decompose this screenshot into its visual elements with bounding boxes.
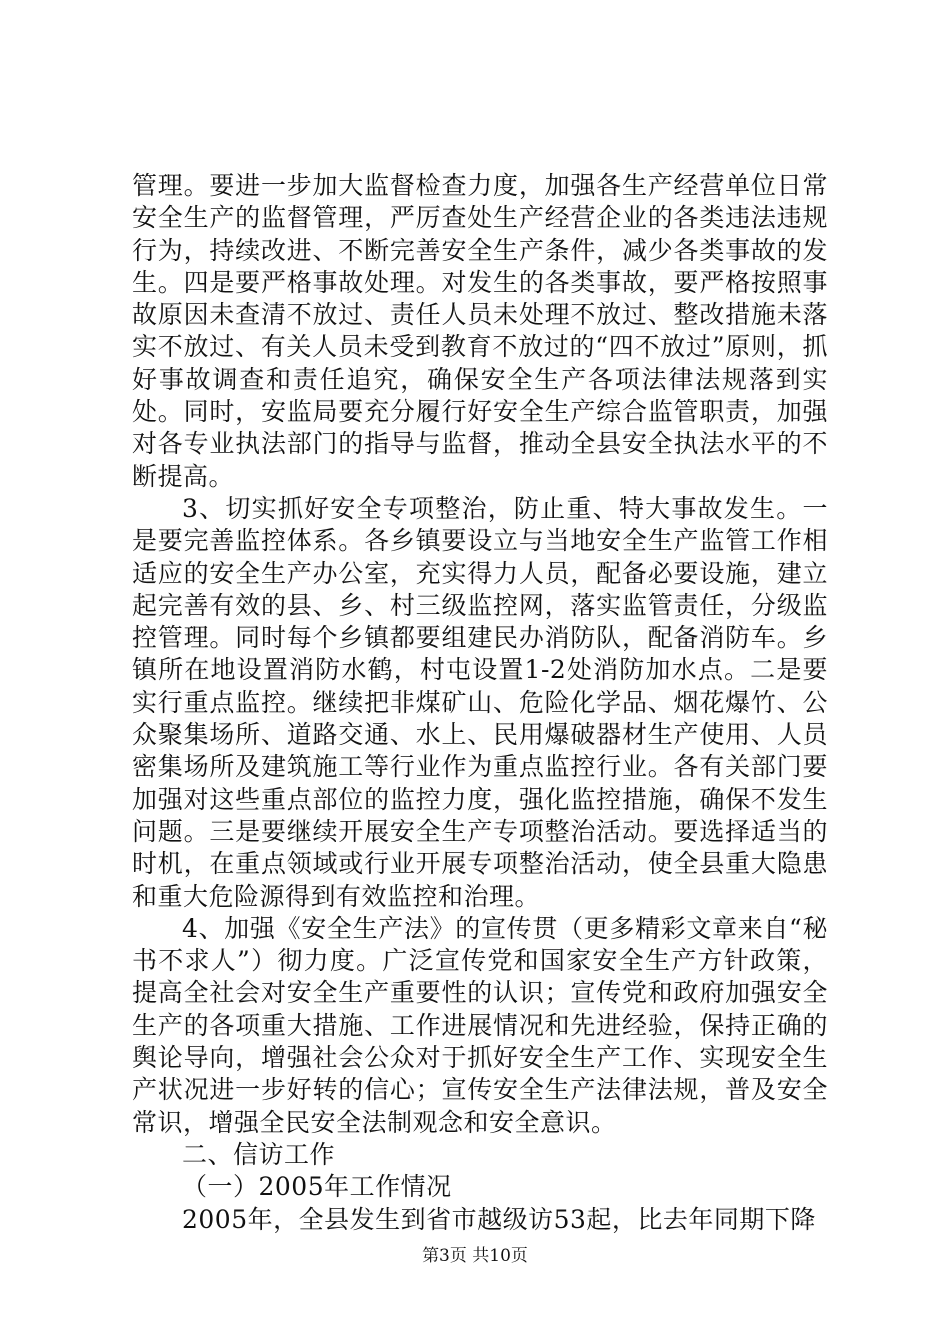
paragraph-continuation: 管理。要进一步加大监督检查力度，加强各生产经营单位日常安全生产的监督管理，严厉查处生产经营企业的各类违法违规行为，持续改进、不断完善安全生产条件，减少各类事故的发生。四是要严格事故处理。对发生的各类事故，要严格按照事故原因未查清不放过、责任人员未处理不放过、整改措施未落实不放过、有关人员未受到教育不放过的“四不放过”原则，抓好事故调查和责任追究，确保安全生产各项法律法规落到实处。同时，安监局要充分履行好安全生产综合监管职责，加强对各专业执法部门的指导与监督，推动全县安全执法水平的不断提高。: [132, 171, 828, 491]
page-number-footer: 第3页 共10页: [422, 1246, 528, 1266]
paragraph-2005-summary: 2005年，全县发生到省市越级访53起，比去年同期下降: [182, 1204, 816, 1234]
subsection-heading: （一）2005年工作情况: [182, 1172, 452, 1202]
document-body: [132, 170, 828, 1236]
section-heading: 二、信访工作: [182, 1139, 336, 1169]
paragraph-item-3: 3、切实抓好安全专项整治，防止重、特大事故发生。一是要完善监控体系。各乡镇要设立与当地安全生产监管工作相适应的安全生产办公室，充实得力人员，配备必要设施，建立起完善有效的县、乡、村三级监控网，落实监管责任，分级监控管理。同时每个乡镇都要组建民办消防队，配备消防车。乡镇所在地设置消防水鹤，村屯设置1-2处消防加水点。二是要实行重点监控。继续把非煤矿山、危险化学品、烟花爆竹、公众聚集场所、道路交通、水上、民用爆破器材生产使用、人员密集场所及建筑施工等行业作为重点监控行业。各有关部门要加强对这些重点部位的监控力度，强化监控措施，确保不发生问题。三是要继续开展安全生产专项整治活动。要选择适当的时机，在重点领域或行业开展专项整治活动，使全县重大隐患和重大危险源得到有效监控和治理。: [132, 493, 828, 911]
paragraph-item-4: 4、加强《安全生产法》的宣传贯（更多精彩文章来自“秘书不求人”）彻力度。广泛宣传党和国家安全生产方针政策，提高全社会对安全生产重要性的认识；宣传党和政府加强安全生产的各项重大措施、工作进展情况和先进经验，保持正确的舆论导向，增强社会公众对于抓好安全生产工作、实现安全生产状况进一步好转的信心；宣传安全生产法律法规，普及安全常识，增强全民安全法制观念和安全意识。: [132, 913, 828, 1137]
